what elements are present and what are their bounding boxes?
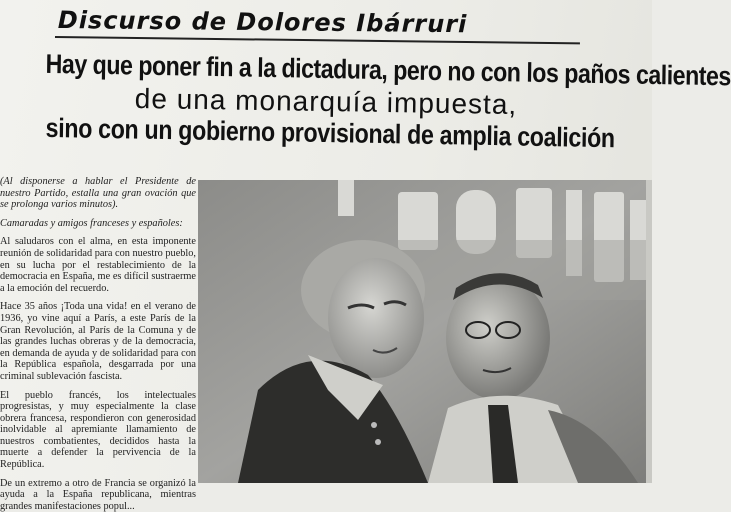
headline-line-2: de una monarquía impuesta, [134, 82, 518, 121]
article-body-column [0, 176, 196, 512]
photo-illustration [198, 180, 652, 483]
body-paragraph: Al saludaros con el alma, en esta imponente reunión de solidaridad para con nuestro pueblo, en su lucha por el restablecimiento de la democracia en España, me es difícil sustraerme a la emoción del recuerdo. [0, 236, 196, 294]
body-paragraph: De un extremo a otro de Francia se organizó la ayuda a la España republicana, mientras grandes manifestaciones popul... [0, 477, 196, 512]
headline-line-3: sino con un gobierno provisional de amplia coalición [45, 112, 615, 154]
body-paragraph: Hace 35 años ¡Toda una vida! en el verano de 1936, yo vine aquí a París, a este París de la Gran Revolución, al París de la Comuna y de las grandes luchas obreras y de la democracia, en demanda de ayuda y de solidaridad para con la República española, desgarrada por una criminal sublevación fascista. [0, 301, 196, 382]
news-photo [198, 180, 652, 483]
photo-edge [646, 180, 652, 483]
body-paragraph: El pueblo francés, los intelectuales progresistas, y muy especialmente la clase obrera francesa, respondieron con generosidad inolvidable al apremiante llamamiento de nuestros combatientes, decididos hasta la muerte a defender la pervivencia de la República. [0, 389, 196, 471]
body-paragraph-intro: (Al disponerse a hablar el Presidente de nuestro Partido, estalla una gran ovación que se prolonga varios minutos). [0, 176, 196, 211]
headline-line-1: Hay que poner fin a la dictadura, pero no con los paños calientes [45, 48, 731, 92]
body-paragraph-greeting: Camaradas y amigos franceses y españoles: [0, 217, 183, 229]
article-kicker: Discurso de Dolores Ibárruri [57, 6, 468, 39]
